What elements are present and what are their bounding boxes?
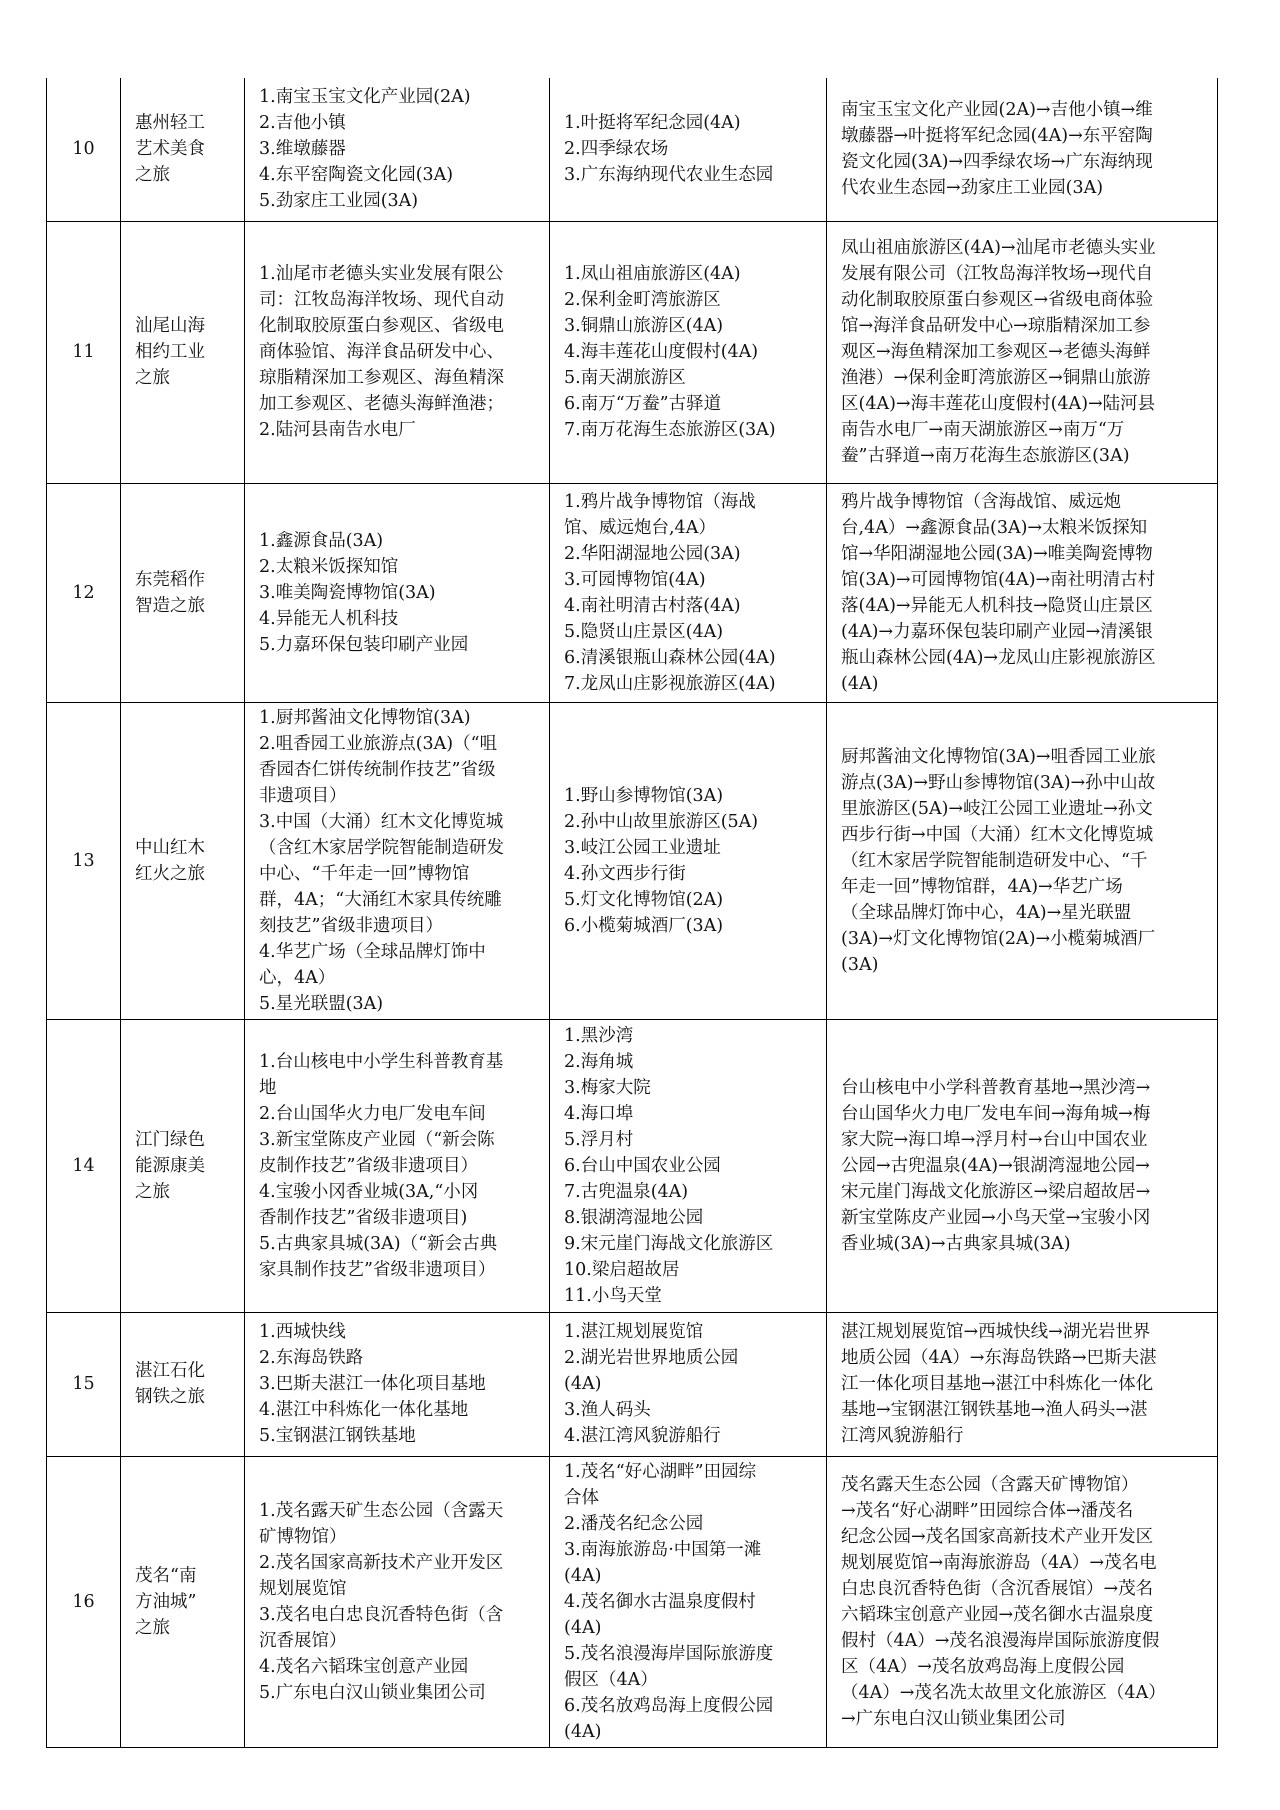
route-sequence	[827, 221, 1218, 483]
scenic-spots-line: 6.小榄菊城酒厂(3A)	[564, 915, 724, 936]
industrial-sites-line: 1.西城快线	[259, 1322, 346, 1342]
route-name-line: 汕尾山海	[135, 316, 205, 336]
scenic-spots-line: 4.茂名御水古温泉度假村	[564, 1591, 756, 1612]
scenic-spots-line: 3.梅家大院	[564, 1077, 651, 1098]
scenic-spots-line: 2.海角城	[564, 1051, 634, 1072]
route-sequence-line: →广东电白汉山锁业集团公司	[841, 1708, 1066, 1729]
route-name-line: 之旅	[135, 1617, 170, 1638]
scenic-spots-line: 2.四季绿农场	[564, 139, 669, 160]
route-sequence-line: 台山核电中小学科普教育基地→黑沙湾→	[841, 1077, 1151, 1098]
scenic-spots-line: 10.梁启超故居	[564, 1259, 680, 1280]
scenic-spots-line: 3.渔人码头	[564, 1400, 651, 1420]
table-row	[47, 1456, 1218, 1747]
industrial-sites	[245, 221, 550, 483]
scenic-spots-line: 1.鸦片战争博物馆（海战	[564, 491, 756, 512]
scenic-spots-line: 3.南海旅游岛·中国第一滩	[564, 1539, 762, 1560]
route-name-line: 茂名“南	[135, 1565, 197, 1586]
scenic-spots-line: 5.灯文化博物馆(2A)	[564, 889, 724, 910]
table-row	[47, 1312, 1218, 1456]
route-sequence-line: 代农业生态园→劲家庄工业园(3A)	[841, 178, 1104, 199]
route-sequence-line: 鸦片战争博物馆（含海战馆、威远炮	[841, 491, 1121, 512]
route-sequence-line: (4A)	[841, 673, 879, 694]
industrial-sites-line: 中心、“千年走一回”博物馆	[259, 863, 470, 884]
scenic-spots-line: 4.湛江湾风貌游船行	[564, 1426, 721, 1446]
scenic-spots-line: 2.湖光岩世界地质公园	[564, 1348, 739, 1368]
industrial-sites-line: 4.东平窑陶瓷文化园(3A)	[259, 165, 454, 186]
scenic-spots	[550, 483, 827, 702]
route-sequence-line: 江一体化项目基地→湛江中科炼化一体化	[841, 1374, 1154, 1394]
scenic-spots-line: (4A)	[564, 1617, 602, 1638]
industrial-sites	[245, 1019, 550, 1312]
industrial-sites-line: 1.厨邦酱油文化博物馆(3A)	[259, 707, 471, 728]
route-sequence	[827, 78, 1218, 221]
industrial-sites-line: （含红木家居学院智能制造研发	[259, 837, 504, 858]
industrial-sites-line: 4.茂名六韬珠宝创意产业园	[259, 1656, 469, 1677]
industrial-sites-line: 琼脂精深加工参观区、海鱼精深	[259, 368, 504, 388]
scenic-spots-line: 7.古兜温泉(4A)	[564, 1181, 689, 1202]
row-number: 13	[47, 702, 121, 1019]
route-sequence-line: 观区→海鱼精深加工参观区→老德头海鲜	[841, 342, 1151, 362]
scenic-spots-line: 1.叶挺将军纪念园(4A)	[564, 113, 741, 134]
industrial-sites	[245, 78, 550, 221]
row-number: 14	[47, 1019, 121, 1312]
industrial-sites	[245, 1312, 550, 1456]
industrial-sites-line: 5.力嘉环保包装印刷产业园	[259, 634, 469, 655]
scenic-spots-line: 4.海丰莲花山度假村(4A)	[564, 342, 759, 362]
scenic-spots-line: 3.可园博物馆(4A)	[564, 569, 706, 590]
route-sequence-line: 凤山祖庙旅游区(4A)→汕尾市老德头实业	[841, 238, 1156, 258]
route-name	[121, 221, 245, 483]
route-sequence-line: 家大院→海口埠→浮月村→台山中国农业	[841, 1129, 1148, 1150]
scenic-spots-line: 2.华阳湖湿地公园(3A)	[564, 543, 741, 564]
industrial-sites-line: 3.维墩藤器	[259, 139, 346, 160]
table-row	[47, 221, 1218, 483]
industrial-sites-line: 沉香展馆）	[259, 1630, 347, 1651]
industrial-sites-line: 2.太粮米饭探知馆	[259, 556, 399, 577]
scenic-spots-line: 4.孙文西步行街	[564, 863, 686, 884]
route-sequence	[827, 1456, 1218, 1747]
route-sequence-line: 台,4A）→鑫源食品(3A)→太粮米饭探知	[841, 517, 1148, 538]
industrial-sites-line: 2.东海岛铁路	[259, 1348, 364, 1368]
route-name-line: 之旅	[135, 165, 170, 186]
route-sequence-line: 动化制取胶原蛋白参观区→省级电商体验	[841, 290, 1154, 310]
scenic-spots	[550, 78, 827, 221]
industrial-sites-line: 皮制作技艺”省级非遗项目）	[259, 1155, 478, 1176]
table-row	[47, 702, 1218, 1019]
scenic-spots-line: 假区（4A）	[564, 1669, 658, 1690]
industrial-sites-line: 司：江牧岛海洋牧场、现代自动	[259, 290, 504, 310]
industrial-sites-line: 3.茂名电白忠良沉香特色街（含	[259, 1604, 504, 1625]
route-sequence-line: 发展有限公司（江牧岛海洋牧场→现代自	[841, 264, 1154, 284]
table-body	[47, 78, 1218, 1747]
industrial-sites-line: 1.汕尾市老德头实业发展有限公	[259, 264, 504, 284]
scenic-spots-line: 9.宋元崖门海战文化旅游区	[564, 1233, 774, 1254]
scenic-spots-line: 5.南天湖旅游区	[564, 368, 686, 388]
scenic-spots-line: 1.凤山祖庙旅游区(4A)	[564, 264, 741, 284]
industrial-sites-line: 化制取胶原蛋白参观区、省级电	[259, 316, 504, 336]
route-sequence	[827, 483, 1218, 702]
route-name-line: 红火之旅	[135, 863, 205, 884]
industrial-sites-line: 心，4A）	[259, 967, 336, 988]
industrial-sites-line: 4.华艺广场（全球品牌灯饰中	[259, 941, 486, 962]
industrial-sites-line: 4.湛江中科炼化一体化基地	[259, 1400, 469, 1420]
industrial-sites-line: 3.新宝堂陈皮产业园（“新会陈	[259, 1129, 495, 1150]
scenic-spots-line: 1.黑沙湾	[564, 1025, 634, 1046]
scenic-spots-line: 7.南万花海生态旅游区(3A)	[564, 420, 776, 440]
industrial-sites-line: 2.茂名国家高新技术产业开发区	[259, 1552, 504, 1573]
route-sequence-line: (3A)→灯文化博物馆(2A)→小榄菊城酒厂	[841, 928, 1156, 949]
tour-routes-table	[46, 78, 1218, 1748]
industrial-sites-line: 矿博物馆）	[259, 1526, 347, 1547]
industrial-sites-line: 非遗项目）	[259, 785, 347, 806]
industrial-sites-line: 2.台山国华火力电厂发电车间	[259, 1103, 486, 1124]
scenic-spots	[550, 702, 827, 1019]
route-name	[121, 1312, 245, 1456]
scenic-spots-line: 1.茂名“好心湖畔”田园综	[564, 1461, 757, 1482]
route-sequence-line: （红木家居学院智能制造研发中心、“千	[841, 850, 1148, 871]
route-sequence-line: 六韬珠宝创意产业园→茂名御水古温泉度	[841, 1604, 1154, 1625]
scenic-spots-line: 5.隐贤山庄景区(4A)	[564, 621, 724, 642]
route-sequence-line: 馆(3A)→可园博物馆(4A)→南社明清古村	[841, 569, 1156, 590]
table-row	[47, 1019, 1218, 1312]
scenic-spots-line: 5.茂名浪漫海岸国际旅游度	[564, 1643, 774, 1664]
route-sequence-line: (4A)→力嘉环保包装印刷产业园→清溪银	[841, 621, 1153, 642]
industrial-sites-line: 3.唯美陶瓷博物馆(3A)	[259, 582, 436, 603]
industrial-sites-line: 加工参观区、老德头海鲜渔港；	[259, 394, 504, 414]
scenic-spots-line: 2.潘茂名纪念公园	[564, 1513, 704, 1534]
scenic-spots-line: 7.龙凤山庄影视旅游区(4A)	[564, 673, 776, 694]
industrial-sites	[245, 702, 550, 1019]
route-sequence-line: 瓷文化园(3A)→四季绿农场→广东海纳现	[841, 152, 1153, 173]
scenic-spots-line: 合体	[564, 1487, 599, 1508]
route-sequence-line: 瓶山森林公园(4A)→龙凤山庄影视旅游区	[841, 647, 1156, 668]
scenic-spots-line: (4A)	[564, 1565, 602, 1586]
industrial-sites	[245, 483, 550, 702]
scenic-spots-line: 2.保利金町湾旅游区	[564, 290, 721, 310]
route-sequence-line: 区(4A)→海丰莲花山度假村(4A)→陆河县	[841, 394, 1156, 414]
industrial-sites-line: 5.星光联盟(3A)	[259, 993, 384, 1014]
industrial-sites-line: 4.异能无人机科技	[259, 608, 399, 629]
route-sequence	[827, 1019, 1218, 1312]
route-name-line: 方油城”	[135, 1591, 197, 1612]
route-sequence-line: 馆→海洋食品研发中心→琼脂精深加工参	[841, 316, 1151, 336]
scenic-spots-line: 11.小鸟天堂	[564, 1285, 662, 1306]
scenic-spots-line: 6.台山中国农业公园	[564, 1155, 721, 1176]
scenic-spots-line: 馆、威远炮台,4A）	[564, 517, 716, 538]
industrial-sites-line: 3.巴斯夫湛江一体化项目基地	[259, 1374, 486, 1394]
route-sequence-line: 渔港）→保利金町湾旅游区→铜鼎山旅游	[841, 368, 1151, 388]
row-number: 12	[47, 483, 121, 702]
route-sequence-line: 台山国华火力电厂发电车间→海角城→梅	[841, 1103, 1151, 1124]
route-sequence-line: 基地→宝钢湛江钢铁基地→渔人码头→湛	[841, 1400, 1148, 1420]
industrial-sites-line: 1.鑫源食品(3A)	[259, 530, 384, 551]
industrial-sites-line: 1.茂名露天矿生态公园（含露天	[259, 1500, 504, 1521]
route-name-line: 江门绿色	[135, 1129, 205, 1150]
scenic-spots-line: (4A)	[564, 1721, 602, 1742]
row-number: 10	[47, 78, 121, 221]
industrial-sites-line: 香制作技艺”省级非遗项目)	[259, 1207, 468, 1228]
route-name	[121, 483, 245, 702]
route-sequence-line: 宋元崖门海战文化旅游区→梁启超故居→	[841, 1181, 1151, 1202]
route-name-line: 东莞稻作	[135, 569, 205, 590]
route-sequence-line: 江湾风貌游船行	[841, 1426, 964, 1446]
route-name-line: 艺术美食	[135, 139, 205, 160]
scenic-spots-line: 4.海口埠	[564, 1103, 634, 1124]
route-sequence-line: 南宝玉宝文化产业园(2A)→吉他小镇→维	[841, 100, 1153, 121]
route-name-line: 相约工业	[135, 342, 205, 362]
route-sequence	[827, 1312, 1218, 1456]
route-name-line: 之旅	[135, 1181, 170, 1202]
industrial-sites-line: 4.宝骏小冈香业城(3A,“小冈	[259, 1181, 479, 1202]
scenic-spots	[550, 221, 827, 483]
industrial-sites-line: 2.陆河县南告水电厂	[259, 420, 416, 440]
route-sequence-line: 落(4A)→异能无人机科技→隐贤山庄景区	[841, 595, 1153, 616]
industrial-sites-line: 家具制作技艺”省级非遗项目）	[259, 1259, 496, 1280]
scenic-spots-line: 3.岐江公园工业遗址	[564, 837, 721, 858]
route-sequence-line: （4A）→茂名冼太故里文化旅游区（4A）	[841, 1682, 1166, 1703]
route-sequence-line: (3A)	[841, 954, 879, 975]
route-sequence-line: 游点(3A)→野山参博物馆(3A)→孙中山故	[841, 772, 1156, 793]
scenic-spots	[550, 1019, 827, 1312]
scenic-spots-line: 3.铜鼎山旅游区(4A)	[564, 316, 724, 336]
route-name-line: 惠州轻工	[135, 113, 205, 134]
scenic-spots-line: 6.南万“万鲞”古驿道	[564, 394, 722, 414]
scenic-spots-line: 1.野山参博物馆(3A)	[564, 785, 724, 806]
route-name	[121, 702, 245, 1019]
route-sequence-line: 西步行街→中国（大涌）红木文化博览城	[841, 824, 1154, 845]
route-sequence-line: 地质公园（4A）→东海岛铁路→巴斯夫湛	[841, 1348, 1157, 1368]
scenic-spots-line: 3.广东海纳现代农业生态园	[564, 165, 774, 186]
route-sequence-line: 墩藤器→叶挺将军纪念园(4A)→东平窑陶	[841, 126, 1153, 147]
scenic-spots-line: 2.孙中山故里旅游区(5A)	[564, 811, 759, 832]
scenic-spots-line: 5.浮月村	[564, 1129, 634, 1150]
scenic-spots-line: (4A)	[564, 1374, 602, 1394]
industrial-sites-line: 规划展览馆	[259, 1578, 347, 1599]
industrial-sites-line: 地	[259, 1077, 277, 1098]
scenic-spots	[550, 1312, 827, 1456]
route-name-line: 能源康美	[135, 1155, 205, 1176]
industrial-sites-line: 5.劲家庄工业园(3A)	[259, 191, 419, 212]
industrial-sites-line: 群，4A；“大涌红木家具传统雕	[259, 889, 502, 910]
scenic-spots-line: 6.茂名放鸡岛海上度假公园	[564, 1695, 774, 1716]
route-sequence-line: 假村（4A）→茂名浪漫海岸国际旅游度假	[841, 1630, 1160, 1651]
route-name-line: 之旅	[135, 368, 170, 388]
table-row	[47, 78, 1218, 221]
industrial-sites-line: 5.古典家具城(3A)（“新会古典	[259, 1233, 498, 1254]
industrial-sites-line: 3.中国（大涌）红木文化博览城	[259, 811, 504, 832]
route-sequence-line: 区（4A）→茂名放鸡岛海上度假公园	[841, 1656, 1125, 1677]
industrial-sites	[245, 1456, 550, 1747]
industrial-sites-line: 5.广东电白汉山锁业集团公司	[259, 1682, 486, 1703]
route-sequence-line: 规划展览馆→南海旅游岛（4A）→茂名电	[841, 1552, 1157, 1573]
route-sequence-line: 厨邦酱油文化博物馆(3A)→咀香园工业旅	[841, 746, 1156, 767]
industrial-sites-line: 香园杏仁饼传统制作技艺”省级	[259, 759, 496, 780]
table-row	[47, 483, 1218, 702]
route-sequence-line: 新宝堂陈皮产业园→小鸟天堂→宝骏小冈	[841, 1207, 1151, 1228]
route-sequence-line: 茂名露天生态公园（含露天矿博物馆）	[841, 1474, 1139, 1495]
route-sequence	[827, 702, 1218, 1019]
route-name-line: 智造之旅	[135, 595, 205, 616]
scenic-spots-line: 6.清溪银瓶山森林公园(4A)	[564, 647, 776, 668]
industrial-sites-line: 2.吉他小镇	[259, 113, 346, 134]
route-sequence-line: 香业城(3A)→古典家具城(3A)	[841, 1233, 1071, 1254]
route-name-line: 中山红木	[135, 837, 205, 858]
route-sequence-line: 公园→古兜温泉(4A)→银湖湾湿地公园→	[841, 1155, 1150, 1176]
route-name	[121, 1456, 245, 1747]
route-sequence-line: 鲞”古驿道→南万花海生态旅游区(3A)	[841, 446, 1130, 466]
route-sequence-line: 南告水电厂→南天湖旅游区→南万“万	[841, 420, 1125, 440]
industrial-sites-line: 2.咀香园工业旅游点(3A)（“咀	[259, 733, 498, 754]
industrial-sites-line: 商体验馆、海洋食品研发中心、	[259, 342, 504, 362]
route-sequence-line: 湛江规划展览馆→西城快线→湖光岩世界	[841, 1322, 1151, 1342]
scenic-spots-line: 1.湛江规划展览馆	[564, 1322, 704, 1342]
industrial-sites-line: 刻技艺”省级非遗项目）	[259, 915, 443, 936]
route-name	[121, 78, 245, 221]
route-sequence-line: →茂名“好心湖畔”田园综合体→潘茂名	[841, 1500, 1134, 1521]
row-number: 15	[47, 1312, 121, 1456]
row-number: 16	[47, 1456, 121, 1747]
route-name	[121, 1019, 245, 1312]
route-sequence-line: （全球品牌灯饰中心，4A)→星光联盟	[841, 902, 1132, 923]
route-sequence-line: 馆→华阳湖湿地公园(3A)→唯美陶瓷博物	[841, 543, 1153, 564]
scenic-spots	[550, 1456, 827, 1747]
route-sequence-line: 纪念公园→茂名国家高新技术产业开发区	[841, 1526, 1154, 1547]
row-number: 11	[47, 221, 121, 483]
route-sequence-line: 里旅游区(5A)→岐江公园工业遗址→孙文	[841, 798, 1153, 819]
scenic-spots-line: 4.南社明清古村落(4A)	[564, 595, 741, 616]
industrial-sites-line: 1.台山核电中小学生科普教育基	[259, 1051, 504, 1072]
route-name-line: 钢铁之旅	[135, 1387, 205, 1407]
scenic-spots-line: 8.银湖湾湿地公园	[564, 1207, 704, 1228]
route-sequence-line: 年走一回”博物馆群，4A)→华艺广场	[841, 876, 1123, 897]
industrial-sites-line: 1.南宝玉宝文化产业园(2A)	[259, 87, 471, 108]
route-sequence-line: 白忠良沉香特色街（含沉香展馆）→茂名	[841, 1578, 1154, 1599]
route-name-line: 湛江石化	[135, 1361, 205, 1381]
industrial-sites-line: 5.宝钢湛江钢铁基地	[259, 1426, 416, 1446]
